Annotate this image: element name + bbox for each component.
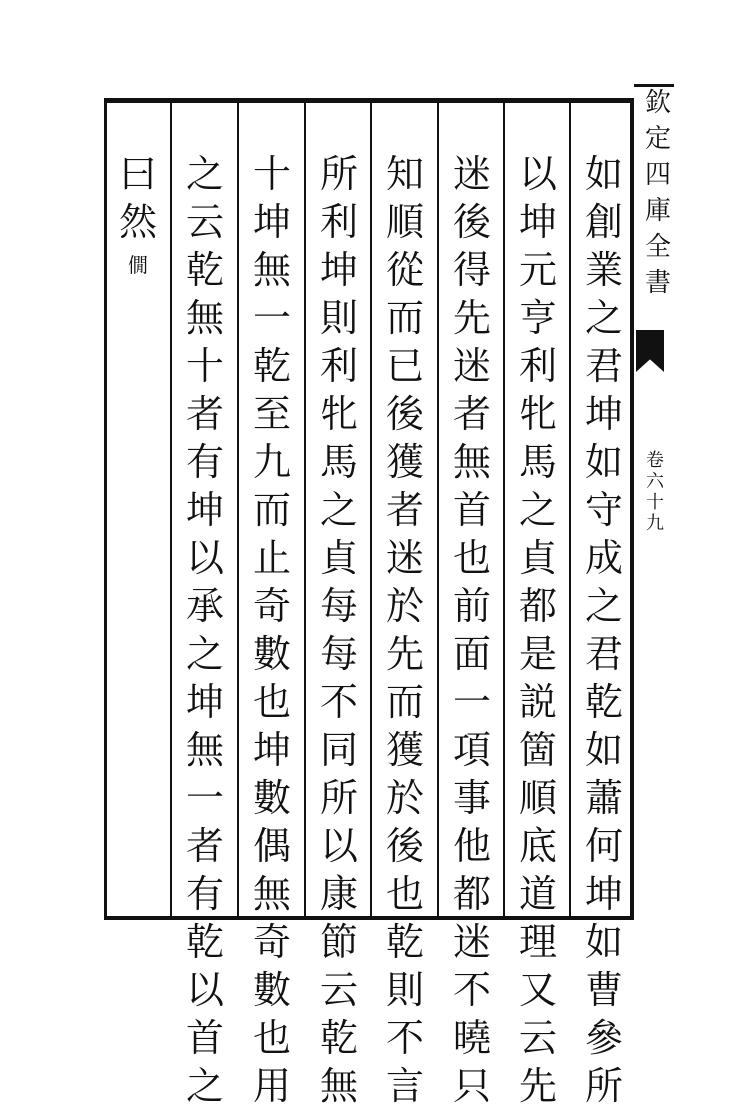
text-char: 云 xyxy=(319,968,358,1012)
margin-title-char: 全 xyxy=(644,232,671,262)
text-char: 他 xyxy=(452,824,491,868)
margin-title-char: 書 xyxy=(644,268,671,298)
text-char: 也 xyxy=(252,680,291,724)
text-char: 坤 xyxy=(252,728,291,772)
text-char: 獲 xyxy=(385,728,424,772)
text-char: 於 xyxy=(385,584,424,628)
text-char: 以 xyxy=(185,968,224,1012)
text-char: 曉 xyxy=(452,1016,491,1060)
text-char: 得 xyxy=(452,248,491,292)
text-char: 數 xyxy=(252,968,291,1012)
text-char: 迷 xyxy=(385,536,424,580)
text-column-4 xyxy=(375,150,435,1110)
text-char: 先 xyxy=(452,296,491,340)
text-char: 説 xyxy=(518,680,557,724)
text-char: 則 xyxy=(385,968,424,1012)
text-column-3 xyxy=(442,150,502,1110)
text-char: 之 xyxy=(319,488,358,532)
text-char: 獲 xyxy=(385,440,424,484)
text-char: 乾 xyxy=(185,920,224,964)
text-char: 而 xyxy=(385,296,424,340)
text-char: 利 xyxy=(518,344,557,388)
text-char: 每 xyxy=(319,584,358,628)
text-char: 乾 xyxy=(252,344,291,388)
text-char: 知 xyxy=(385,152,424,196)
text-char: 貞 xyxy=(518,536,557,580)
text-char: 奇 xyxy=(252,920,291,964)
text-char: 云 xyxy=(185,200,224,244)
text-char: 則 xyxy=(319,296,358,340)
text-char: 以 xyxy=(319,824,358,868)
text-char: 如 xyxy=(584,440,623,484)
text-column-8 xyxy=(108,150,168,276)
text-char: 十 xyxy=(252,152,291,196)
text-char: 順 xyxy=(385,200,424,244)
text-char: 止 xyxy=(252,536,291,580)
text-char: 無 xyxy=(185,728,224,772)
column-rule xyxy=(370,98,372,920)
text-char: 無 xyxy=(185,296,224,340)
text-char: 坤 xyxy=(518,200,557,244)
text-char: 理 xyxy=(518,920,557,964)
text-char: 底 xyxy=(518,824,557,868)
margin-juan-char: 九 xyxy=(646,513,664,534)
text-char: 亨 xyxy=(518,296,557,340)
text-char: 箇 xyxy=(518,728,557,772)
text-char: 之 xyxy=(584,584,623,628)
text-char: 有 xyxy=(185,872,224,916)
margin-juan-char: 十 xyxy=(646,492,664,513)
text-char: 業 xyxy=(584,248,623,292)
text-char: 馬 xyxy=(319,440,358,484)
text-char: 有 xyxy=(185,440,224,484)
text-char: 也 xyxy=(252,1016,291,1060)
annotation-char: 僩 xyxy=(128,253,148,277)
text-char: 者 xyxy=(452,392,491,436)
text-char: 而 xyxy=(385,680,424,724)
text-char: 如 xyxy=(584,728,623,772)
text-char: 坤 xyxy=(319,248,358,292)
text-char: 之 xyxy=(185,152,224,196)
text-char: 者 xyxy=(185,824,224,868)
margin-title-char: 欽 xyxy=(644,88,671,118)
text-char: 不 xyxy=(452,968,491,1012)
text-char: 同 xyxy=(319,728,358,772)
text-char: 成 xyxy=(584,536,623,580)
text-char: 云 xyxy=(518,1016,557,1060)
text-char: 不 xyxy=(319,680,358,724)
column-rule xyxy=(304,98,306,920)
text-char: 迷 xyxy=(452,344,491,388)
text-column-2 xyxy=(508,150,568,1110)
text-char: 以 xyxy=(518,152,557,196)
text-char: 馬 xyxy=(518,440,557,484)
text-char: 都 xyxy=(452,872,491,916)
text-char: 奇 xyxy=(252,584,291,628)
text-char: 於 xyxy=(385,776,424,820)
text-char: 一 xyxy=(452,680,491,724)
margin-title-char: 庫 xyxy=(644,196,671,226)
text-char: 元 xyxy=(518,248,557,292)
text-char: 是 xyxy=(518,632,557,676)
text-char: 項 xyxy=(452,728,491,772)
text-char: 利 xyxy=(319,200,358,244)
text-char: 之 xyxy=(185,632,224,676)
text-char: 言 xyxy=(385,1064,424,1108)
text-char: 者 xyxy=(185,392,224,436)
text-char: 先 xyxy=(385,632,424,676)
text-column-6 xyxy=(242,150,302,1110)
text-char: 九 xyxy=(252,440,291,484)
text-char: 首 xyxy=(452,488,491,532)
margin-title-char: 四 xyxy=(644,160,671,190)
text-char: 後 xyxy=(385,392,424,436)
text-char: 承 xyxy=(185,584,224,628)
text-char: 無 xyxy=(452,440,491,484)
text-char: 曰 xyxy=(118,152,157,196)
text-char: 牝 xyxy=(518,392,557,436)
text-char: 守 xyxy=(584,488,623,532)
text-char: 何 xyxy=(584,824,623,868)
fishtail-mark xyxy=(636,330,664,372)
text-char: 首 xyxy=(185,1016,224,1060)
text-column-7 xyxy=(175,150,235,1110)
margin-title-char: 定 xyxy=(644,124,671,154)
text-char: 只 xyxy=(452,1064,491,1108)
text-char: 如 xyxy=(584,152,623,196)
text-char: 貞 xyxy=(319,536,358,580)
text-char: 康 xyxy=(319,872,358,916)
text-char: 無 xyxy=(319,1064,358,1108)
text-char: 坤 xyxy=(185,488,224,532)
text-char: 後 xyxy=(452,200,491,244)
margin-juan-char: 六 xyxy=(646,471,664,492)
text-char: 每 xyxy=(319,632,358,676)
text-char: 順 xyxy=(518,776,557,820)
text-char: 一 xyxy=(252,296,291,340)
text-char: 坤 xyxy=(252,200,291,244)
text-char: 蕭 xyxy=(584,776,623,820)
text-char: 乾 xyxy=(385,920,424,964)
text-char: 數 xyxy=(252,776,291,820)
text-char: 十 xyxy=(185,344,224,388)
text-char: 又 xyxy=(518,968,557,1012)
text-char: 都 xyxy=(518,584,557,628)
text-char: 然 xyxy=(118,200,157,244)
text-char: 面 xyxy=(452,632,491,676)
text-char: 所 xyxy=(319,776,358,820)
text-char: 而 xyxy=(252,488,291,532)
text-char: 數 xyxy=(252,632,291,676)
text-char: 曹 xyxy=(584,968,623,1012)
text-char: 前 xyxy=(452,584,491,628)
text-char: 無 xyxy=(252,872,291,916)
text-column-1 xyxy=(574,150,634,1110)
text-char: 參 xyxy=(584,1016,623,1060)
text-char: 所 xyxy=(319,152,358,196)
text-char: 也 xyxy=(385,872,424,916)
text-char: 迷 xyxy=(452,152,491,196)
text-char: 坤 xyxy=(185,680,224,724)
text-char: 乾 xyxy=(185,248,224,292)
text-char: 所 xyxy=(584,1064,623,1108)
text-char: 已 xyxy=(385,344,424,388)
column-rule xyxy=(237,98,239,920)
text-char: 以 xyxy=(185,536,224,580)
text-char: 事 xyxy=(452,776,491,820)
column-rule xyxy=(170,98,172,920)
text-char: 坤 xyxy=(584,872,623,916)
text-char: 用 xyxy=(252,1064,291,1108)
text-char: 之 xyxy=(584,296,623,340)
text-char: 無 xyxy=(252,248,291,292)
text-char: 坤 xyxy=(584,392,623,436)
text-char: 乾 xyxy=(584,680,623,724)
text-char: 創 xyxy=(584,200,623,244)
margin-book-title xyxy=(640,85,676,301)
text-char: 之 xyxy=(518,488,557,532)
text-char: 迷 xyxy=(452,920,491,964)
column-rule xyxy=(437,98,439,920)
text-char: 從 xyxy=(385,248,424,292)
text-char: 如 xyxy=(584,920,623,964)
margin-juan-char: 卷 xyxy=(646,450,664,471)
text-char: 君 xyxy=(584,344,623,388)
text-char: 者 xyxy=(385,488,424,532)
text-char: 君 xyxy=(584,632,623,676)
margin-juan-number xyxy=(642,450,668,534)
text-char: 道 xyxy=(518,872,557,916)
text-char: 節 xyxy=(319,920,358,964)
text-char: 先 xyxy=(518,1064,557,1108)
text-char: 牝 xyxy=(319,392,358,436)
text-char: 乾 xyxy=(319,1016,358,1060)
text-char: 一 xyxy=(185,776,224,820)
text-char: 之 xyxy=(185,1064,224,1108)
text-char: 至 xyxy=(252,392,291,436)
column-rule xyxy=(569,98,571,920)
text-char: 後 xyxy=(385,824,424,868)
text-char: 也 xyxy=(452,536,491,580)
text-column-5 xyxy=(309,150,369,1110)
text-char: 偶 xyxy=(252,824,291,868)
column-rule xyxy=(503,98,505,920)
text-char: 利 xyxy=(319,344,358,388)
text-char: 不 xyxy=(385,1016,424,1060)
